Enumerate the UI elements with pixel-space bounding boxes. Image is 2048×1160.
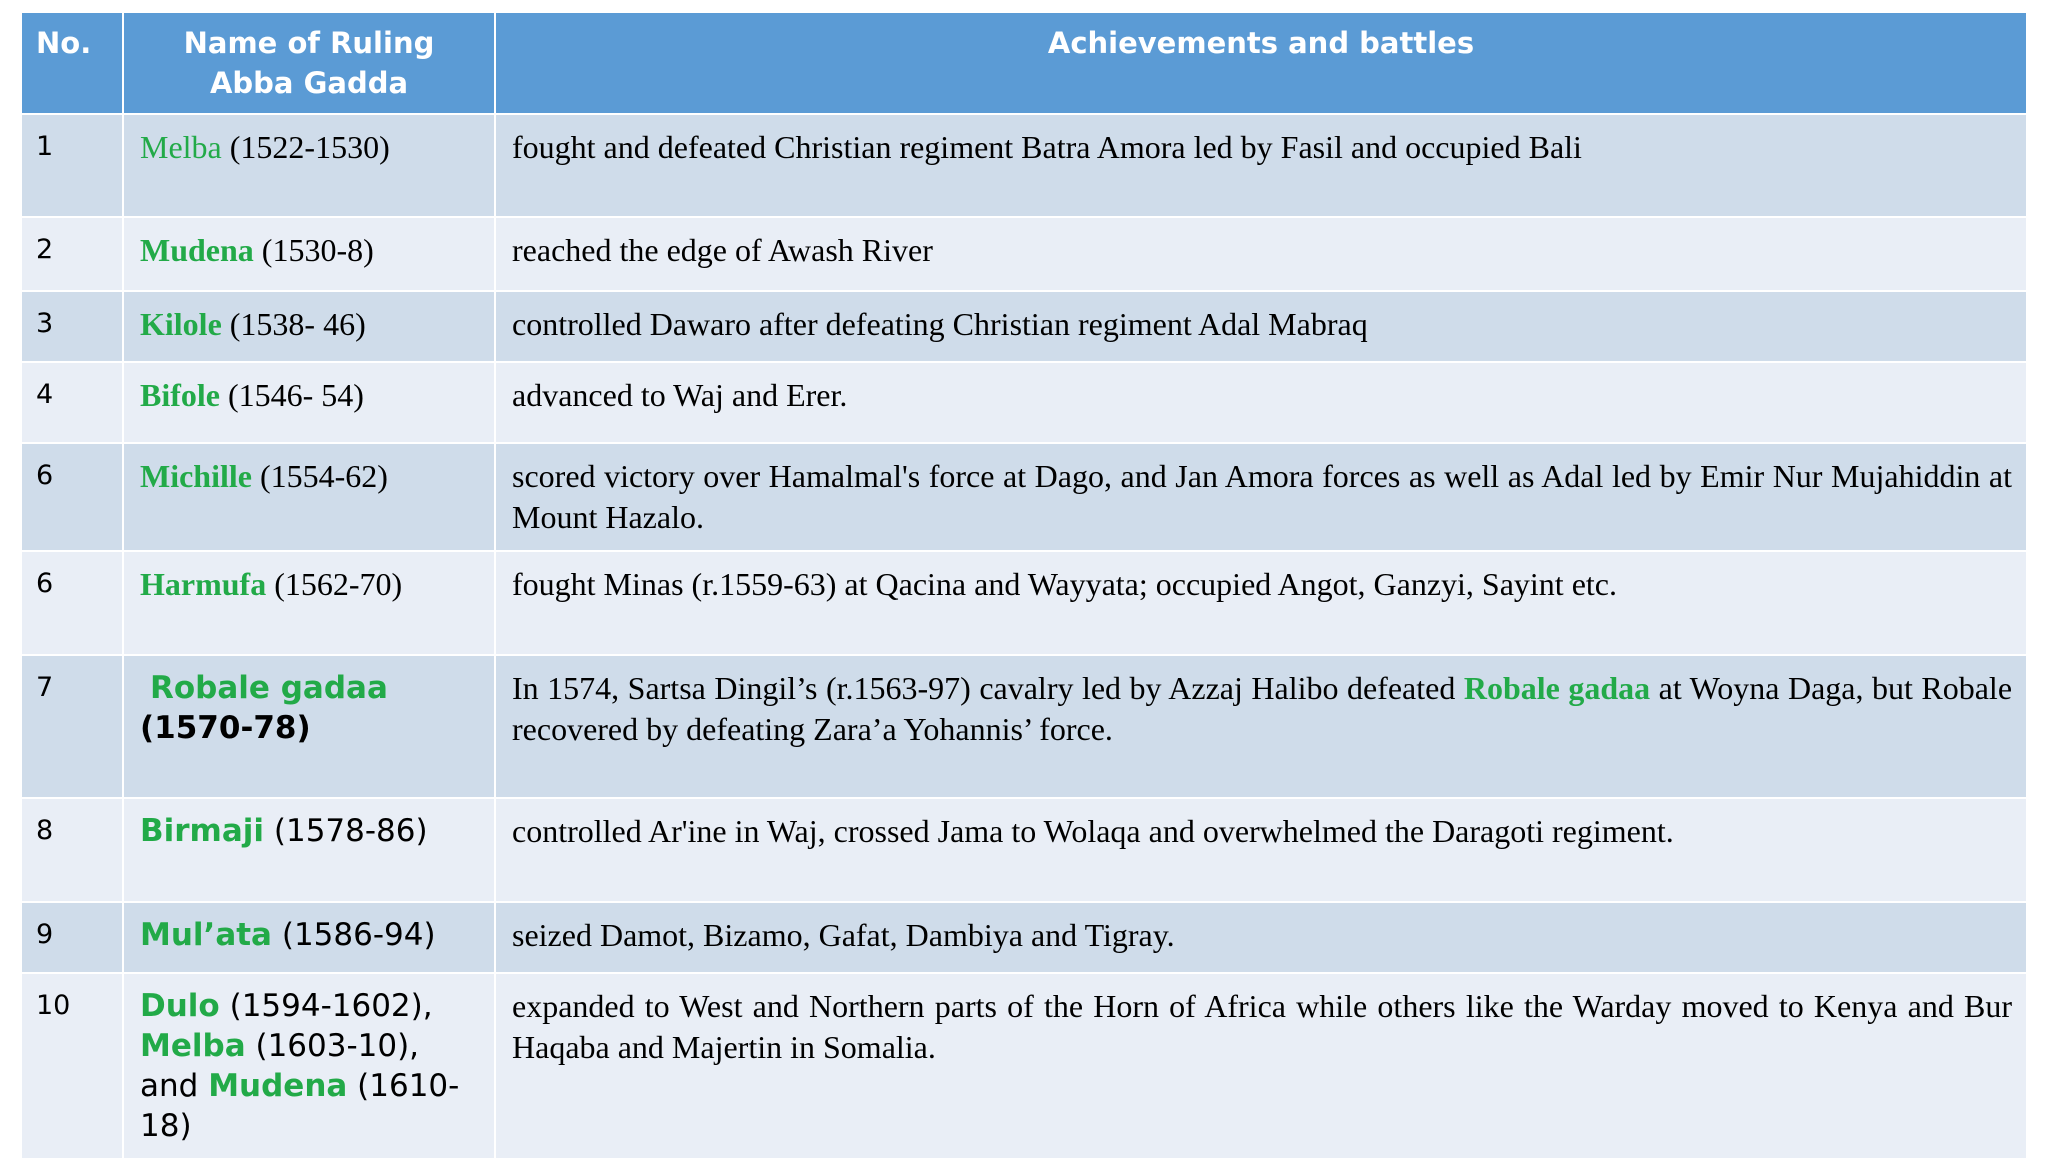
row-number: 6 [21,551,123,655]
gadda-name: Mul’ata [140,917,272,953]
header-row [21,12,2027,114]
header-name: Name of Ruling Abba Gadda [123,12,495,114]
gadda-table [20,11,2028,1160]
conjunction: and [140,1068,199,1104]
gadda-years: (1546- 54) [227,377,364,413]
row-number: 1 [21,114,123,217]
table-row [21,902,2027,973]
achievement-text-part: at Woyna Daga, but Robale recovered by defeating Zara’a Yohannis’ force. [512,670,2013,747]
table-row [21,551,2027,655]
gadda-name-cell [123,362,495,443]
gadda-name: Kilole [140,306,222,342]
gadda-name: Birmaji [140,813,265,849]
gadda-name: Michille [140,458,252,494]
achievement-text: controlled Dawaro after defeating Christian regiment Adal Mabraq [495,291,2027,362]
achievement-text: scored victory over Hamalmal's force at Dago, and Jan Amora forces as well as Adal led by Emir Nur Mujahiddin at Mount Hazalo. [495,443,2027,551]
table-row [21,655,2027,798]
gadda-years: (1522-1530) [229,129,390,165]
achievement-text-part: In 1574, Sartsa Dingil’s (r.1563-97) cavalry led by Azzaj Halibo defeated [512,670,1464,706]
achievement-text: reached the edge of Awash River [495,217,2027,291]
gadda-name: Harmufa [140,566,267,602]
row-number: 7 [21,655,123,798]
gadda-years: (1570-78) [140,710,311,746]
achievement-text: seized Damot, Bizamo, Gafat, Dambiya and Tigray. [495,902,2027,973]
row-number: 10 [21,973,123,1159]
gadda-name-cell [123,973,495,1159]
gadda-name-cell [123,217,495,291]
gadda-years: (1610-18) [140,1068,460,1144]
table-row [21,217,2027,291]
gadda-name: Bifole [140,377,220,413]
table-row [21,291,2027,362]
gadda-years: (1554-62) [259,458,388,494]
header-no: No. [21,12,123,114]
gadda-name-cell [123,551,495,655]
row-number: 2 [21,217,123,291]
gadda-name-highlight: Robale gadaa [1463,670,1651,706]
achievement-text: fought and defeated Christian regiment Batra Amora led by Fasil and occupied Bali [495,114,2027,217]
gadda-name: Melba [140,129,222,165]
achievement-text [495,655,2027,798]
table-row [21,798,2027,902]
achievement-text: expanded to West and Northern parts of the Horn of Africa while others like the Warday moved to Kenya and Bur Haqaba and Majertin in Somalia. [495,973,2027,1159]
gadda-name: Mudena [140,232,254,268]
row-number: 9 [21,902,123,973]
gadda-name-cell [123,443,495,551]
table-row [21,973,2027,1159]
gadda-years: (1578-86) [273,813,428,849]
achievement-text: controlled Ar'ine in Waj, crossed Jama to Wolaqa and overwhelmed the Daragoti regiment. [495,798,2027,902]
achievement-text: advanced to Waj and Erer. [495,362,2027,443]
gadda-years: (1586-94) [281,917,436,953]
gadda-years: (1562-70) [274,566,403,602]
table-row [21,443,2027,551]
gadda-name-cell [123,291,495,362]
gadda-name-cell [123,655,495,798]
gadda-years: (1603-10), [255,1028,420,1064]
gadda-name: Dulo [140,988,220,1024]
gadda-name-cell [123,902,495,973]
row-number: 6 [21,443,123,551]
gadda-name-cell [123,798,495,902]
gadda-name: Melba [140,1028,246,1064]
gadda-name: Robale gadaa [150,670,388,706]
gadda-years: (1594-1602), [229,988,433,1024]
row-number: 3 [21,291,123,362]
header-achievements: Achievements and battles [495,12,2027,114]
table-row [21,114,2027,217]
gadda-name-cell [123,114,495,217]
gadda-name: Mudena [208,1068,348,1104]
gadda-years: (1538- 46) [229,306,366,342]
row-number: 8 [21,798,123,902]
gadda-years: (1530-8) [261,232,374,268]
achievement-text: fought Minas (r.1559-63) at Qacina and Wayyata; occupied Angot, Ganzyi, Sayint etc. [495,551,2027,655]
table-row [21,362,2027,443]
row-number: 4 [21,362,123,443]
